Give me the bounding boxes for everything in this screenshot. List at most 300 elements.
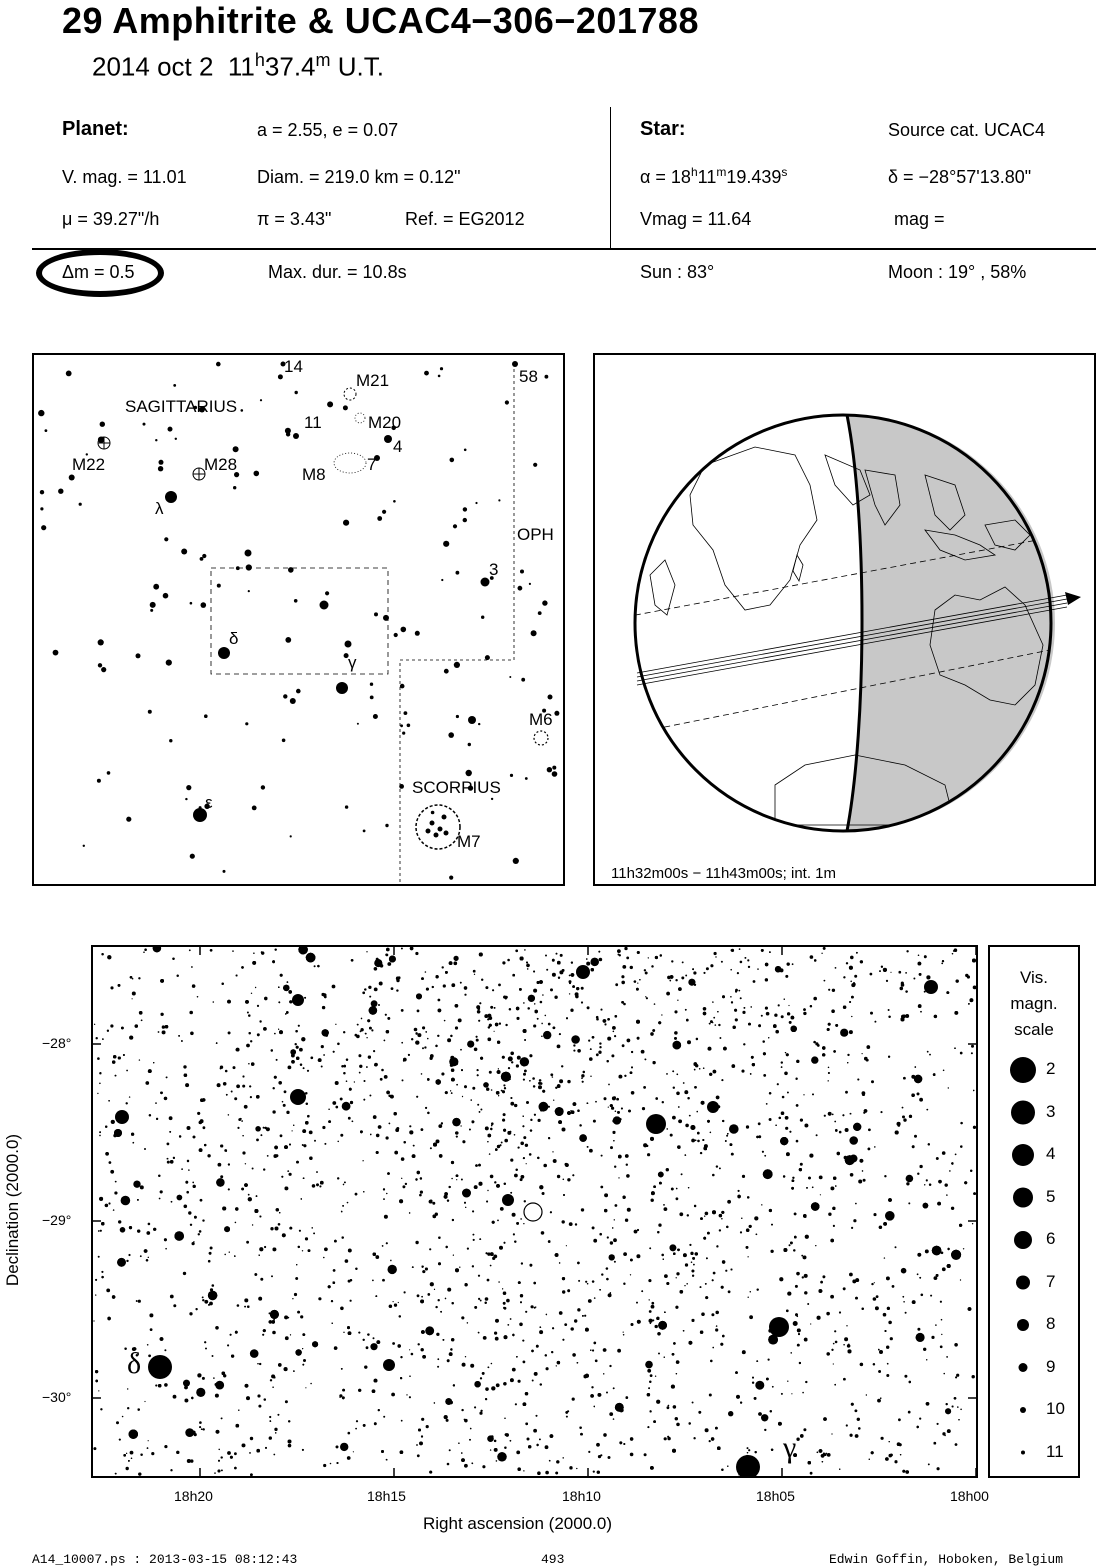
field-star <box>246 1044 250 1048</box>
field-star <box>883 1313 887 1317</box>
chart-field-frame <box>211 568 388 674</box>
field-star <box>519 1323 523 1327</box>
field-star <box>567 1178 570 1181</box>
field-star <box>153 1228 156 1231</box>
finder-star <box>399 784 404 789</box>
field-star <box>140 1454 142 1456</box>
field-star <box>221 1470 223 1472</box>
field-star <box>824 1115 826 1117</box>
field-star <box>436 1333 439 1336</box>
field-star <box>888 1016 890 1018</box>
field-star <box>138 1408 140 1410</box>
planet-vmag: V. mag. = 11.01 <box>62 167 187 187</box>
field-star <box>514 1241 516 1243</box>
field-star <box>479 1412 482 1415</box>
field-star <box>768 1359 770 1361</box>
field-star <box>417 1010 420 1013</box>
field-star <box>542 1090 545 1093</box>
field-star <box>333 1051 335 1053</box>
field-star <box>512 1334 514 1336</box>
field-star <box>461 1409 463 1411</box>
field-star <box>567 1080 570 1083</box>
field-star <box>906 1182 909 1185</box>
field-star <box>600 1454 602 1456</box>
field-star <box>340 1443 348 1451</box>
field-star <box>216 1430 220 1434</box>
finder-star <box>169 739 172 742</box>
direction-arrow-icon <box>1065 592 1081 605</box>
field-star <box>198 1233 200 1235</box>
field-star <box>553 1100 554 1101</box>
field-star <box>652 1319 654 1321</box>
field-star <box>169 1116 173 1120</box>
field-star <box>716 1096 720 1100</box>
field-star <box>513 1233 515 1235</box>
field-star <box>270 1420 272 1422</box>
field-star <box>202 1219 204 1221</box>
field-star <box>604 1097 607 1100</box>
field-star <box>716 1325 717 1326</box>
field-star <box>267 1155 269 1157</box>
field-star <box>323 1054 325 1056</box>
field-star <box>917 1328 920 1331</box>
field-star <box>710 1132 711 1133</box>
field-star <box>217 1083 221 1087</box>
field-star <box>803 1256 807 1260</box>
field-star <box>692 1402 694 1404</box>
field-star <box>855 1203 857 1205</box>
field-star <box>965 974 968 977</box>
field-star <box>670 1244 677 1251</box>
legend-dots <box>990 947 1078 1476</box>
finder-star <box>165 491 177 503</box>
field-star <box>603 1348 607 1352</box>
field-star <box>593 1471 595 1473</box>
field-star <box>539 1079 542 1082</box>
field-star <box>336 1106 339 1109</box>
field-star <box>139 1011 143 1015</box>
field-star <box>455 1026 458 1029</box>
field-star <box>429 1471 432 1474</box>
field-star <box>592 1036 595 1039</box>
field-star <box>177 1195 183 1201</box>
field-star <box>420 1191 423 1194</box>
field-star <box>929 1184 931 1186</box>
field-star <box>174 1231 184 1241</box>
bright-star <box>148 1355 172 1379</box>
field-star <box>649 1299 650 1300</box>
finder-star <box>148 710 152 714</box>
field-star <box>391 1393 395 1397</box>
finder-star <box>491 798 493 800</box>
field-star <box>185 1083 189 1087</box>
legend-dot-mag-5 <box>1013 1188 1033 1208</box>
field-star <box>631 1323 634 1326</box>
field-star <box>846 1424 848 1426</box>
field-star <box>641 1050 645 1054</box>
field-star <box>687 1040 691 1044</box>
field-star <box>603 1433 606 1436</box>
field-star <box>599 1289 601 1291</box>
field-star <box>704 1216 705 1217</box>
field-star <box>754 1397 757 1400</box>
field-star <box>552 959 555 962</box>
field-star <box>301 1037 305 1041</box>
field-star <box>485 1387 488 1390</box>
field-star <box>282 1233 286 1237</box>
field-star <box>520 957 524 961</box>
field-star <box>671 960 673 962</box>
finder-star <box>150 609 153 612</box>
field-star <box>773 1024 777 1028</box>
field-star <box>467 1322 468 1323</box>
field-star <box>603 1373 604 1374</box>
field-star <box>336 1446 339 1449</box>
field-star <box>284 1367 288 1371</box>
field-star <box>490 1128 492 1130</box>
field-star <box>886 1346 889 1349</box>
field-star <box>259 1255 260 1256</box>
field-star <box>850 1434 853 1437</box>
field-star <box>828 1072 830 1074</box>
field-star <box>819 1449 823 1453</box>
event-hour: 11 <box>227 51 255 82</box>
field-star <box>453 1384 455 1386</box>
field-star <box>536 1415 538 1417</box>
field-star <box>514 1174 518 1178</box>
field-star <box>201 1428 203 1430</box>
field-star <box>462 1140 465 1143</box>
field-star <box>288 1420 290 1422</box>
field-star <box>412 1266 414 1268</box>
field-star <box>478 1164 481 1167</box>
minute-unit: m <box>315 50 331 70</box>
field-star <box>903 1077 906 1080</box>
field-star <box>240 1118 242 1120</box>
field-star <box>464 986 467 989</box>
field-star <box>456 1136 458 1138</box>
field-star <box>523 1470 524 1471</box>
footer-file: A14_10007.ps : 2013-03-15 08:12:43 <box>32 1552 298 1567</box>
field-star <box>810 1323 811 1324</box>
field-star <box>467 1248 469 1250</box>
field-star <box>510 1159 513 1162</box>
field-star <box>645 996 646 997</box>
field-star <box>747 1196 749 1198</box>
field-star <box>819 1289 823 1293</box>
field-star <box>565 1411 568 1414</box>
label-sagittarius: SAGITTARIUS <box>125 397 238 416</box>
field-star <box>694 1062 698 1066</box>
field-star <box>550 1073 553 1076</box>
field-star <box>270 1379 272 1381</box>
field-star <box>445 1398 452 1405</box>
field-star <box>287 1170 289 1172</box>
field-star <box>192 1242 195 1245</box>
field-star <box>527 1438 530 1441</box>
field-star <box>504 1183 506 1185</box>
field-star <box>199 1230 202 1233</box>
field-star <box>735 990 737 992</box>
field-star <box>615 1204 618 1207</box>
star-heading: Star: <box>640 118 686 140</box>
field-star <box>721 1469 723 1471</box>
field-star <box>510 1102 514 1106</box>
field-star <box>667 1436 669 1438</box>
field-star <box>278 1414 280 1416</box>
field-star <box>607 1018 610 1021</box>
field-star <box>380 1078 383 1081</box>
field-star <box>162 1031 166 1035</box>
finder-star <box>370 683 373 686</box>
field-star <box>444 1020 445 1021</box>
field-star <box>756 1360 758 1362</box>
field-star <box>404 1291 406 1293</box>
field-star <box>316 1171 318 1173</box>
field-star <box>160 1337 164 1341</box>
field-star <box>404 1141 406 1143</box>
field-star <box>593 1239 597 1243</box>
field-star <box>376 1151 379 1154</box>
field-star <box>613 1131 616 1134</box>
field-star <box>234 1097 237 1100</box>
field-star <box>474 1048 478 1052</box>
field-star <box>850 956 854 960</box>
field-star <box>422 1047 424 1049</box>
field-star <box>490 1175 494 1179</box>
field-star <box>123 1054 125 1056</box>
field-star <box>421 1348 424 1351</box>
field-star <box>832 989 835 992</box>
field-star <box>878 1370 881 1373</box>
field-star <box>452 1118 460 1126</box>
field-star <box>947 1248 949 1250</box>
finder-star <box>98 639 104 645</box>
field-star <box>707 1120 710 1123</box>
field-star <box>862 1308 864 1310</box>
field-star <box>662 1101 664 1103</box>
field-star <box>192 1431 196 1435</box>
finder-star <box>509 676 511 678</box>
field-star <box>406 1394 407 1395</box>
field-star <box>941 963 943 965</box>
field-star <box>417 1033 421 1037</box>
field-star <box>677 1074 679 1076</box>
field-star <box>227 1344 229 1346</box>
planet-parallax: π = 3.43" <box>257 209 332 229</box>
field-star <box>630 1071 633 1074</box>
field-star <box>932 1246 942 1256</box>
field-star <box>286 1111 289 1114</box>
label-gamma: γ <box>348 653 357 672</box>
field-star <box>494 1031 495 1032</box>
field-star <box>413 1145 415 1147</box>
field-star <box>504 1087 506 1089</box>
field-star <box>933 1073 936 1076</box>
field-star <box>264 997 267 1000</box>
field-star <box>690 1125 695 1130</box>
field-star <box>303 1144 306 1147</box>
field-star <box>578 1280 580 1282</box>
field-star <box>610 1292 611 1293</box>
field-star <box>617 1349 621 1353</box>
finder-star <box>294 599 298 603</box>
field-star <box>630 966 633 969</box>
field-star <box>306 953 316 963</box>
field-star <box>886 980 888 982</box>
field-star <box>451 1338 454 1341</box>
field-star <box>370 1134 371 1135</box>
field-star <box>530 1264 533 1267</box>
field-star <box>205 1348 207 1350</box>
field-star <box>384 1075 388 1079</box>
field-star <box>502 961 505 964</box>
field-star <box>722 1335 725 1338</box>
field-star <box>265 1127 267 1129</box>
field-star <box>637 951 640 954</box>
field-star <box>843 1287 846 1290</box>
field-star <box>742 1175 745 1178</box>
field-star <box>341 1211 343 1213</box>
field-star <box>497 1070 501 1074</box>
field-star <box>502 1056 505 1059</box>
legend-dot-mag-2 <box>1010 1057 1036 1083</box>
field-star <box>590 1350 591 1351</box>
field-star <box>248 1063 249 1064</box>
legend-dot-mag-11 <box>1021 1451 1025 1455</box>
field-star <box>562 1128 566 1132</box>
label-m7: M7 <box>457 832 481 851</box>
field-star <box>532 1077 535 1080</box>
bright-star <box>707 1101 719 1113</box>
field-star <box>619 1118 621 1120</box>
field-star <box>121 1230 124 1233</box>
field-star <box>421 977 424 980</box>
field-star <box>491 1386 495 1390</box>
field-star <box>462 1189 471 1198</box>
field-star <box>905 990 907 992</box>
field-star <box>594 1342 597 1345</box>
field-star <box>333 1281 336 1284</box>
field-star <box>411 1353 414 1356</box>
finder-star <box>173 384 176 387</box>
field-star <box>742 1011 745 1014</box>
field-star <box>748 1023 751 1026</box>
field-star <box>441 1073 444 1076</box>
finder-star <box>98 437 104 443</box>
field-star <box>498 1095 499 1096</box>
field-star <box>100 1408 102 1410</box>
field-star <box>495 1148 498 1151</box>
field-star <box>693 971 696 974</box>
field-star <box>869 1459 870 1460</box>
field-star <box>368 1056 371 1059</box>
finder-star <box>394 633 398 637</box>
field-star <box>112 1060 115 1063</box>
field-star <box>486 1088 489 1091</box>
field-star <box>107 955 111 959</box>
field-star <box>405 1183 407 1185</box>
field-star <box>574 1319 577 1322</box>
field-star <box>823 1417 827 1421</box>
field-star <box>247 1306 249 1308</box>
field-star <box>444 1195 448 1199</box>
field-star <box>960 1052 963 1055</box>
field-star <box>334 1346 337 1349</box>
field-star <box>713 1070 717 1074</box>
field-star <box>785 1127 788 1130</box>
field-star <box>525 1423 528 1426</box>
field-star <box>810 1472 813 1475</box>
field-star <box>808 1461 811 1464</box>
field-star <box>422 1266 424 1268</box>
field-star <box>559 1079 563 1083</box>
finder-star <box>448 732 454 738</box>
field-star <box>384 1215 388 1219</box>
field-star <box>655 1376 656 1377</box>
field-star <box>271 1049 273 1051</box>
field-star <box>184 1386 188 1390</box>
field-star <box>828 1112 832 1116</box>
field-star <box>106 1289 110 1293</box>
field-star <box>501 1072 511 1082</box>
finder-star <box>216 362 221 367</box>
field-star <box>533 971 535 973</box>
field-star <box>165 1248 167 1250</box>
field-star <box>548 1023 551 1026</box>
table-divider-vertical <box>610 107 611 249</box>
field-star <box>132 998 133 999</box>
field-star <box>518 1380 521 1383</box>
field-star <box>589 1149 593 1153</box>
chart-label-gamma: γ <box>783 1431 797 1464</box>
field-star <box>823 1275 826 1278</box>
field-star <box>581 1074 584 1077</box>
field-star <box>817 1452 819 1454</box>
field-star <box>171 1201 173 1203</box>
field-star <box>895 1131 899 1135</box>
field-star <box>603 1019 607 1023</box>
field-star <box>520 1218 521 1219</box>
field-star <box>172 958 174 960</box>
field-star <box>193 1136 196 1139</box>
field-star <box>683 1330 685 1332</box>
field-star <box>158 1175 160 1177</box>
field-star <box>367 1019 370 1022</box>
field-star <box>497 1220 499 1222</box>
field-star <box>911 1075 915 1079</box>
field-star <box>470 1428 472 1430</box>
field-star <box>312 1227 313 1228</box>
field-star <box>619 1075 623 1079</box>
field-star <box>516 1169 518 1171</box>
field-star <box>126 1467 129 1470</box>
field-star <box>403 1058 407 1062</box>
label-m28: M28 <box>204 455 238 474</box>
footer-page: 493 <box>541 1552 565 1567</box>
field-star <box>764 1155 766 1157</box>
field-star <box>346 1059 348 1061</box>
finder-star <box>357 723 359 725</box>
field-star <box>888 1321 891 1324</box>
field-star <box>363 1099 365 1101</box>
finder-star <box>407 724 411 728</box>
field-star <box>476 1039 479 1042</box>
field-star <box>160 1092 163 1095</box>
field-star <box>283 1104 286 1107</box>
field-star <box>409 1125 411 1127</box>
field-star <box>387 1017 390 1020</box>
